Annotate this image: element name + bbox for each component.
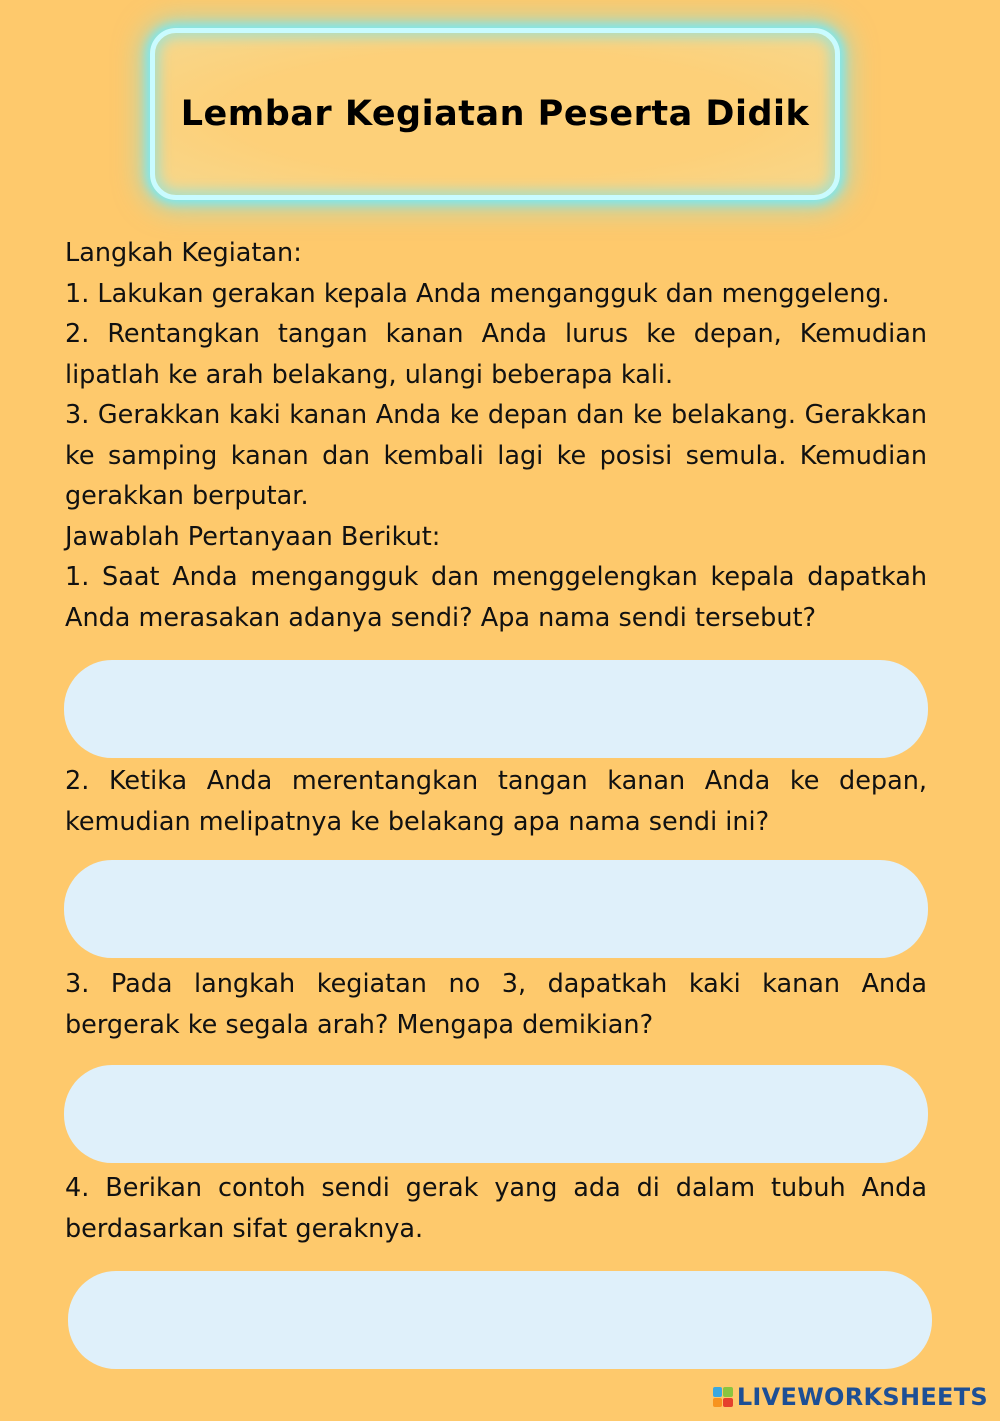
brand-watermark: [713, 1383, 988, 1411]
question-block-3: [65, 964, 927, 1045]
liveworksheets-logo-icon: [713, 1387, 733, 1407]
question-item: 1. Saat Anda mengangguk dan menggelengkan kepala dapatkah Anda merasakan adanya sendi? Apa nama sendi tersebut?: [65, 562, 927, 633]
answer-field-4[interactable]: [68, 1271, 932, 1369]
question-block-4: [65, 1168, 927, 1249]
title-frame: [150, 28, 840, 200]
question-item: 4. Berikan contoh sendi gerak yang ada di dalam tubuh Anda berdasarkan sifat geraknya.: [65, 1173, 927, 1244]
answer-field-1[interactable]: [64, 660, 928, 758]
step-item: 1. Lakukan gerakan kepala Anda mengangguk dan menggeleng.: [65, 278, 890, 309]
step-item: 3. Gerakkan kaki kanan Anda ke depan dan ke belakang. Gerakkan ke samping kanan dan kembali lagi ke posisi semula. Kemudian gerakkan berputar.: [65, 400, 927, 511]
page-title: Lembar Kegiatan Peserta Didik: [180, 94, 810, 134]
question-item: 3. Pada langkah kegiatan no 3, dapatkah kaki kanan Anda bergerak ke segala arah? Mengapa demikian?: [65, 969, 927, 1040]
brand-name: LIVEWORKSHEETS: [736, 1383, 988, 1411]
question-block-2: [65, 761, 927, 842]
instructions-block: [65, 233, 927, 638]
answer-field-3[interactable]: [64, 1065, 928, 1163]
step-item: 2. Rentangkan tangan kanan Anda lurus ke depan, Kemudian lipatlah ke arah belakang, ulangi beberapa kali.: [65, 319, 927, 390]
question-item: 2. Ketika Anda merentangkan tangan kanan Anda ke depan, kemudian melipatnya ke belakang apa nama sendi ini?: [65, 766, 927, 837]
answer-field-2[interactable]: [64, 860, 928, 958]
steps-heading: Langkah Kegiatan:: [65, 238, 302, 268]
questions-heading: Jawablah Pertanyaan Berikut:: [65, 521, 441, 552]
